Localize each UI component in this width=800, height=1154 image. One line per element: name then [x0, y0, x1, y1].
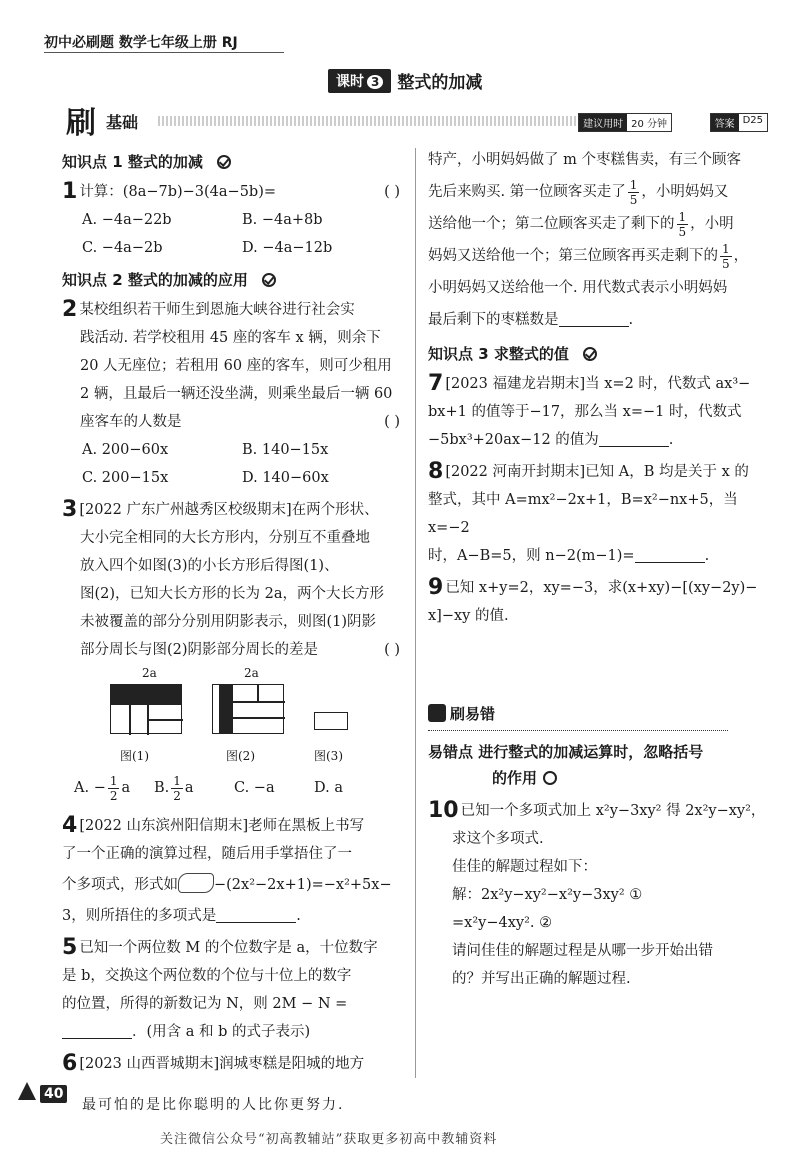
- question-1: 1 计算：(8a−7b)−3(4a−5b)= ( ) A. −4a−22b B. −4a+8b C. −4a−2b D. −4a−12b: [62, 178, 408, 262]
- q3-option-b: B. $\frac{1}{2}$ a: [154, 773, 194, 803]
- q1-option-b: B. −4a+8b: [242, 212, 323, 228]
- left-column: [62, 144, 408, 1078]
- question-4: 4 [2022 山东滨州阳信期末]老师在黑板上书写 了一个正确的演算过程，随后用手掌捂住了一 个多项式，形式如 −(2x²−2x+1)=−x²+5x− 3，则所捂住的多项式是 .: [62, 813, 392, 924]
- question-2: 2 某校组织若干师生到恩施大峡谷进行社会实 践活动. 若学校租用 45 座的客车 x 辆，则余下 20 人无座位；若租用 60 座的客车，则可少租用 2 辆，且最后一辆还没坐满，则乘坐最后一辆 60 座客车的人数是 ( ) A. 200−60x B. 140−15x C. 200−15x D. 140−60x: [62, 296, 408, 492]
- figure-2: [212, 684, 284, 734]
- answer-box: 答案 D25: [710, 113, 768, 132]
- question-6: 6 [2023 山西晋城期末]润城枣糕是阳城的地方: [62, 1051, 365, 1076]
- knowledge-point-3: 知识点 3 求整式的值: [428, 340, 768, 368]
- fig1-caption: 图(1): [120, 749, 149, 763]
- watermark-text: 关注微信公众号“初高教辅站”获取更多初高中教辅资料: [160, 1132, 498, 1147]
- right-column: [428, 144, 768, 993]
- q1-option-d: D. −4a−12b: [242, 240, 333, 256]
- q1-option-c: C. −4a−2b: [82, 240, 163, 256]
- lesson-title-bar: [328, 68, 482, 93]
- knowledge-point-1: 知识点 1 整式的加减: [62, 148, 408, 176]
- footer-motto: 最可怕的是比你聪明的人比你更努力.: [82, 1097, 345, 1113]
- q4-blank[interactable]: [216, 905, 296, 923]
- page-number: 40: [18, 1082, 67, 1102]
- q3-figures: [62, 668, 408, 768]
- hand-icon: [178, 873, 214, 893]
- question-5: 5 已知一个两位数 M 的个位数字是 a，十位数字 是 b，交换这个两位数的个位与十位上的数字 的位置，所得的新数记为 N，则 2M − N = ．(用含 a 和 b 的式子表示): [62, 935, 378, 1040]
- q1-option-a: A. −4a−22b: [82, 212, 172, 228]
- figure-3: [314, 712, 348, 730]
- question-3: 3 [2022 广东广州越秀区校级期末]在两个形状、 大小完全相同的大长方形内，分别互不重叠地 放入四个如图(3)的小长方形后得图(1)、 图(2)，已知大长方形的长为 2a，两个大长方形 未被覆盖的部分分别用阴影表示，则图(1)阴影 部分周长与图(2)阴影部分周长的差是 ( ) 2a 2a 图(1) 图(2) 图(3) A. − $\frac{1}{2}$ a B. $\frac{1}{2}$ a C. −a D. a: [62, 496, 408, 804]
- header-rule: [44, 52, 284, 53]
- q5-blank[interactable]: [62, 1021, 132, 1039]
- check-icon: [262, 273, 276, 287]
- check-icon: [543, 771, 557, 785]
- q6-blank[interactable]: [559, 309, 629, 327]
- decor-strip: [158, 116, 618, 126]
- time-box: 建议用时 20 分钟: [578, 113, 672, 132]
- figure-1: [110, 684, 182, 734]
- question-6-continued: 特产，小明妈妈做了 m 个枣糕售卖，有三个顾客 先后来购买. 第一位顾客买走了 $\frac{1}{5}$ ，小明妈妈又 送给他一个；第二位顾客买走了剩下的 $\frac{1}{5}$ ，小明 妈妈又送给他一个；第三位顾客再买走剩下的 $\frac{1}{5}$ ， 小明妈妈又送给他一个. 用代数式表示小明妈妈 最后剩下的枣糕数是 .: [428, 152, 749, 328]
- error-section-badge: [428, 704, 446, 722]
- q3-option-a: A. − $\frac{1}{2}$ a: [74, 773, 131, 803]
- compass-icon: [18, 1082, 36, 1100]
- q2-option-d: D. 140−60x: [242, 470, 329, 486]
- q7-blank[interactable]: [599, 429, 669, 447]
- question-10: 10 已知一个多项式加上 x²y−3xy² 得 2x²y−xy²， 求这个多项式. 佳佳的解题过程如下： 解：2x²y−xy²−x²y−3xy² ① =x²y−4xy². ② 请问佳佳的解题过程是从哪一步开始出错 的？并写出正确的解题过程.: [428, 798, 766, 987]
- fig2-caption: 图(2): [226, 749, 255, 763]
- lesson-title: 整式的加减: [397, 73, 483, 93]
- q2-option-a: A. 200−60x: [82, 442, 169, 458]
- question-8: 8 [2022 河南开封期末]已知 A，B 均是关于 x 的 整式，其中 A=mx²−2x+1，B=x²−nx+5，当 x=−2 时，A−B=5，则 n−2(m−1)= .: [428, 459, 749, 564]
- question-7: 7 [2023 福建龙岩期末]当 x=2 时，代数式 ax³− bx+1 的值等于−17，那么当 x=−1 时，代数式 −5bx³+20ax−12 的值为 .: [428, 371, 751, 448]
- section-band: [66, 102, 768, 141]
- knowledge-point-2: 知识点 2 整式的加减的应用: [62, 266, 408, 294]
- lesson-tag: 课时 3: [328, 69, 391, 93]
- q3-option-c: C. −a: [234, 780, 275, 796]
- q2-option-c: C. 200−15x: [82, 470, 169, 486]
- error-point: 易错点 进行整式的加减运算时，忽略括号 的作用: [428, 743, 704, 787]
- check-icon: [217, 155, 231, 169]
- section-big-char: 刷: [66, 106, 96, 141]
- check-icon: [583, 347, 597, 361]
- q3-option-d: D. a: [314, 780, 343, 796]
- q8-blank[interactable]: [635, 545, 705, 563]
- section-label: 基础: [106, 113, 139, 132]
- column-divider: [415, 148, 416, 1078]
- q2-option-b: B. 140−15x: [242, 442, 329, 458]
- fig2-length-label: 2a: [244, 666, 259, 680]
- book-header: 初中必刷题 数学七年级上册 RJ: [44, 35, 238, 51]
- error-section-header: 刷易错: [428, 700, 728, 731]
- question-9: 9 已知 x+y=2，xy=−3，求(x+xy)−[(xy−2y)− x]−xy 的值.: [428, 575, 758, 624]
- fig3-caption: 图(3): [314, 749, 343, 763]
- fig1-length-label: 2a: [142, 666, 157, 680]
